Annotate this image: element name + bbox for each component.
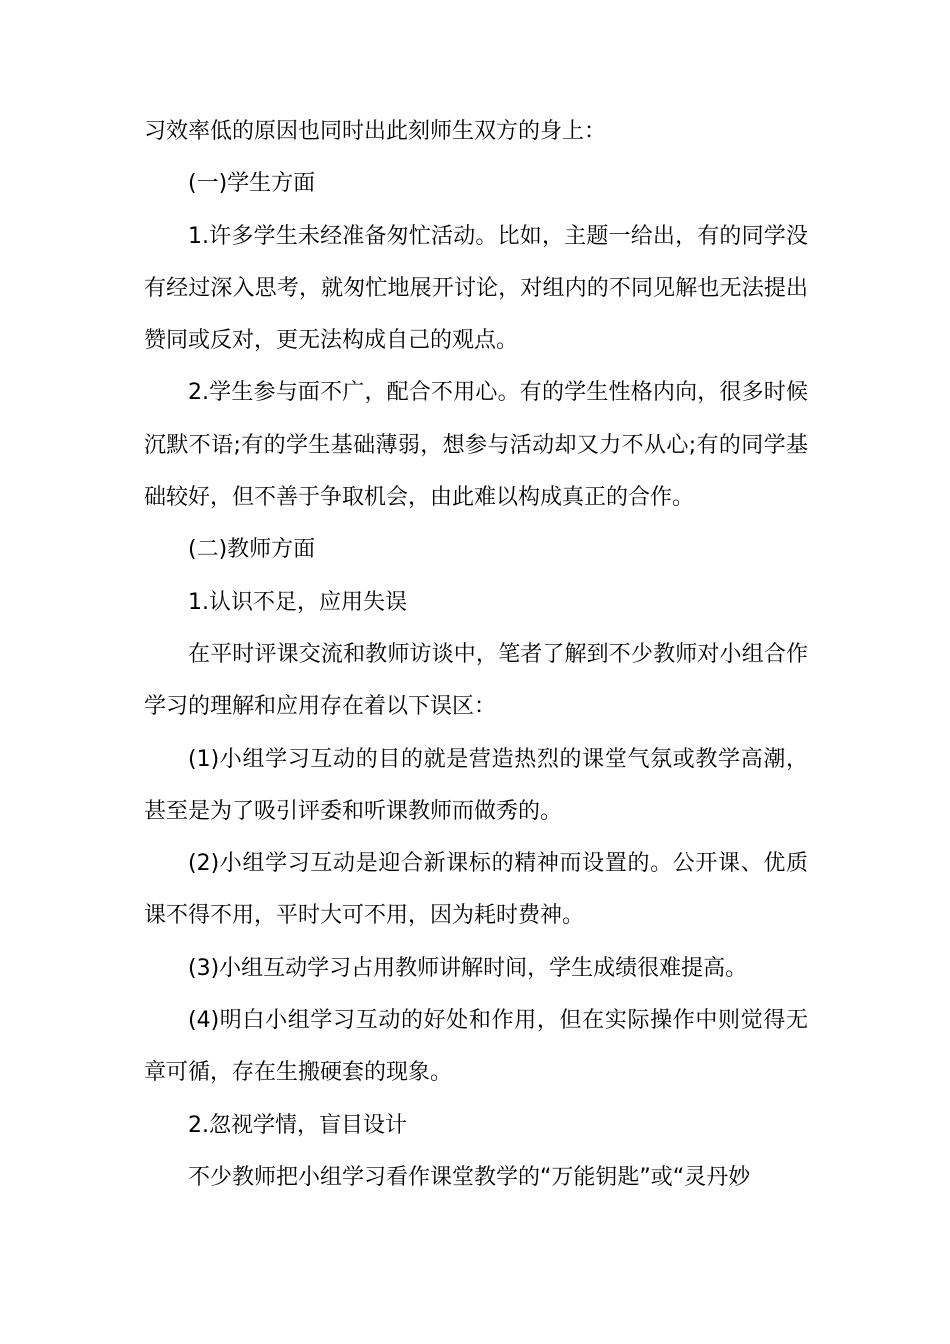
paragraph-student-point-2: 2.学生参与面不广，配合不用心。有的学生性格内向，很多时候沉默不语;有的学生基础薄弱，想参与活动却又力不从心;有的同学基础较好，但不善于争取机会，由此难以构成真正的合作。 xyxy=(144,380,808,511)
paragraph-last: 不少教师把小组学习看作课堂教学的“万能钥匙”或“灵丹妙 xyxy=(188,1164,751,1190)
paragraph-misconception-3: (3)小组互动学习占用教师讲解时间，学生成绩很难提高。 xyxy=(188,955,748,981)
document-body xyxy=(144,106,808,1204)
paragraph-student-point-1: 1.许多学生未经准备匆忙活动。比如，主题一给出，有的同学没有经过深入思考，就匆忙地展开讨论，对组内的不同见解也无法提出赞同或反对，更无法构成自己的观点。 xyxy=(144,223,808,354)
paragraph-1: 习效率低的原因也同时出此刻师生双方的身上： xyxy=(144,119,607,144)
subheading-teacher-point-1: 1.认识不足，应用失误 xyxy=(188,589,407,615)
heading-student-aspect: (一)学生方面 xyxy=(188,171,316,197)
subheading-teacher-point-2: 2.忽视学情，盲目设计 xyxy=(188,1112,407,1138)
paragraph-misconception-1: (1)小组学习互动的目的就是营造热烈的课堂气氛或教学高潮，甚至是为了吸引评委和听课教师而做秀的。 xyxy=(144,746,808,824)
paragraph-misconception-2: (2)小组学习互动是迎合新课标的精神而设置的。公开课、优质课不得不用，平时大可不用，因为耗时费神。 xyxy=(144,851,808,929)
paragraph-misconception-4: (4)明白小组学习互动的好处和作用，但在实际操作中则觉得无章可循，存在生搬硬套的现象。 xyxy=(144,1008,808,1086)
heading-teacher-aspect: (二)教师方面 xyxy=(188,537,316,563)
paragraph-misconceptions-intro: 在平时评课交流和教师访谈中，笔者了解到不少教师对小组合作学习的理解和应用存在着以下误区： xyxy=(144,641,808,720)
